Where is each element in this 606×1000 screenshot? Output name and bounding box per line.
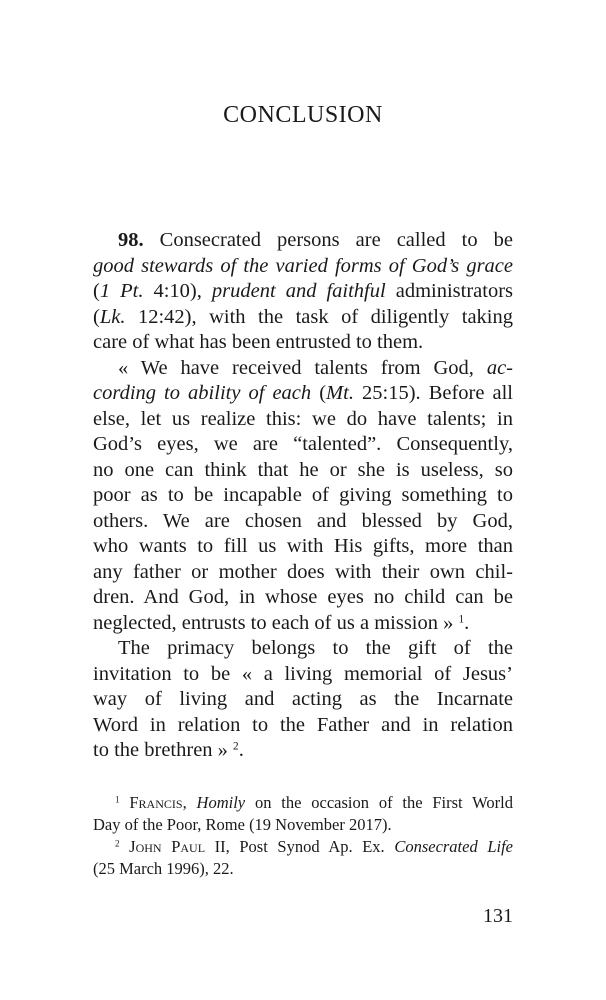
text-run: ( (93, 280, 100, 302)
page-number: 131 (483, 905, 513, 927)
text-run: way of living and acting as the Incarnate (93, 688, 513, 710)
footnotes (93, 792, 513, 880)
text-run: Mt. (326, 382, 354, 404)
text-run: , Post Synod Ap. Ex. (225, 837, 395, 856)
text-run: Consecrated Life (394, 837, 514, 856)
text-line (93, 687, 513, 713)
text-line (93, 611, 513, 637)
text-line (93, 381, 513, 407)
text-run: Day of the Poor, Rome (19 November 2017). (93, 815, 392, 834)
text-run: care of what has been entrusted to them. (93, 331, 424, 353)
text-run: who wants to fill us with His gifts, more than (93, 535, 513, 557)
text-line (93, 330, 513, 356)
text-line (93, 458, 513, 484)
text-run: . (238, 739, 244, 761)
text-line (93, 560, 513, 586)
text-run: (25 March 1996), 22. (93, 859, 234, 878)
text-line (93, 662, 513, 688)
text-run: God’s eyes, we are “talented”. Consequently, (93, 433, 513, 455)
text-line (93, 432, 513, 458)
footnote-line (93, 792, 513, 814)
text-run: Lk. (99, 305, 126, 328)
text-run: administrators (385, 280, 514, 302)
text-line (93, 407, 513, 433)
text-line (93, 305, 513, 331)
text-run: 1 Pt. (99, 280, 144, 302)
text-run: John Paul II (129, 837, 226, 856)
text-run: ac- (486, 356, 513, 379)
text-line (93, 228, 513, 254)
text-run: neglected, entrusts to each of us a mission » (93, 611, 459, 634)
text-run: 25:15). Before all (353, 382, 513, 404)
text-run: any father or mother does with their own chil- (93, 560, 513, 583)
body-text (93, 228, 513, 764)
text-run: prudent and faithful (211, 280, 386, 302)
text-run: ( (311, 382, 327, 404)
chapter-title: CONCLUSION (223, 102, 383, 128)
text-run: 12:42), with the task of diligently taking (125, 305, 513, 328)
text-run: on the occasion of the First World (245, 793, 514, 812)
footnote-line (93, 858, 513, 880)
text-line (93, 254, 513, 280)
text-line (93, 534, 513, 560)
text-run: to the brethren » (93, 739, 234, 761)
text-run: . (464, 611, 470, 634)
text-run: Word in relation to the Father and in relation (93, 713, 513, 736)
text-run: dren. And God, in whose eyes no child can be (93, 586, 513, 608)
text-run: , (182, 793, 197, 812)
text-run: poor as to be incapable of giving something to (93, 484, 513, 506)
text-line (93, 483, 513, 509)
text-line (93, 636, 513, 662)
text-line (93, 356, 513, 382)
text-run: The primacy belongs to the gift of the (118, 637, 513, 659)
footnote-ref: 1 (458, 612, 465, 625)
text-run: 4:10), (143, 280, 212, 302)
text-line (93, 585, 513, 611)
text-line (93, 738, 513, 764)
text-line (93, 509, 513, 535)
text-run: 98. (118, 229, 144, 251)
text-run (120, 837, 130, 856)
text-line (93, 279, 513, 305)
footnote-ref: 2 (115, 838, 120, 849)
text-run: Consecrated persons are called to be (143, 229, 513, 251)
text-run: invitation to be « a living memorial of Jesus’ (93, 662, 513, 685)
footnote-ref: 1 (115, 794, 120, 805)
text-line (93, 713, 513, 739)
text-run: ( (93, 305, 100, 328)
text-run: cording to ability of each (93, 382, 312, 404)
footnote-line (93, 814, 513, 836)
text-run: Homily (196, 793, 246, 812)
text-run: others. We are chosen and blessed by God, (93, 509, 513, 532)
footnote-line (93, 836, 513, 858)
text-run (120, 793, 130, 812)
text-run: good stewards of the varied forms of God’s grace (93, 254, 513, 277)
text-run: no one can think that he or she is useless, so (93, 458, 513, 481)
text-run: else, let us realize this: we do have talents; in (93, 407, 513, 430)
footnote-ref: 2 (233, 740, 239, 753)
text-run: Francis (129, 793, 183, 812)
text-run: « We have received talents from God, (118, 356, 487, 379)
